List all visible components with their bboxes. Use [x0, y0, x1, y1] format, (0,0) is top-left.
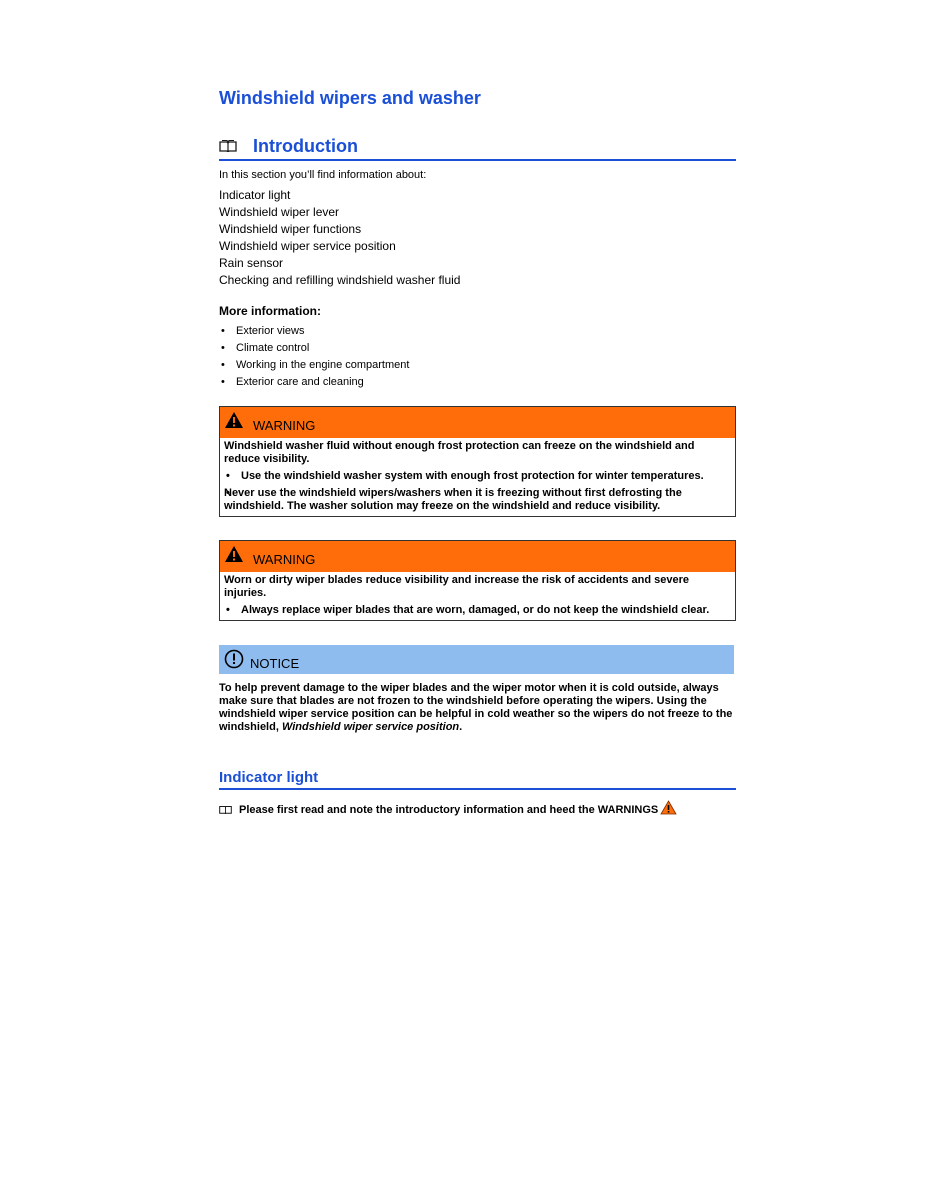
warning-bullet: • Use the windshield washer system with enough frost protection for winter temperatures. [224, 470, 731, 483]
notice-exclamation-icon [224, 649, 244, 669]
more-info-item[interactable]: • Climate control [219, 340, 409, 357]
book-icon [219, 140, 237, 152]
warning-text: Worn or dirty wiper blades reduce visibility and increase the risk of accidents and severe injuries. [224, 574, 690, 599]
topic-item[interactable]: Windshield wiper lever [219, 205, 340, 219]
warning-body [220, 572, 735, 620]
read-note-text: Please first read and note the introductory information and heed the WARNINGS [239, 804, 659, 816]
notice-body [219, 682, 736, 734]
page-title: Windshield wipers and washer [219, 88, 481, 108]
warning-triangle-icon[interactable] [660, 800, 677, 815]
topic-item[interactable]: Rain sensor [219, 256, 284, 270]
topic-item[interactable]: Checking and refilling windshield washer fluid [219, 273, 461, 287]
notice-label: NOTICE [250, 656, 300, 671]
topic-list [219, 187, 460, 289]
warning-triangle-icon [224, 545, 244, 563]
warning-header [220, 541, 735, 572]
section-heading [219, 135, 736, 161]
warning-triangle-icon [224, 411, 244, 429]
intro-text: In this section you’ll find information about: [219, 169, 427, 181]
more-info-list [219, 323, 409, 391]
notice-header [219, 645, 734, 674]
warning-text: Windshield washer fluid without enough frost protection can freeze on the windshield and reduce visibility. [224, 440, 695, 465]
warning-label: WARNING [253, 552, 316, 567]
book-icon [219, 805, 232, 814]
warning-header [220, 407, 735, 438]
more-info-item[interactable]: • Working in the engine compartment [219, 357, 409, 374]
warning-box [219, 406, 736, 517]
read-note [219, 800, 677, 816]
warning-box [219, 540, 736, 621]
notice-link[interactable]: Windshield wiper service position [281, 721, 460, 733]
notice-end: . [459, 721, 463, 733]
notice-text: To help prevent damage to the wiper blades and the wiper motor when it is cold outside, always make sure that blades are not frozen to the windshield before operating the wipers. Using the windshield wiper service position can be helpful in cold weather so the wipers do not freeze to the windshield, [219, 682, 733, 733]
indicator-title: Indicator light [219, 769, 319, 786]
warning-bullet: • Always replace wiper blades that are worn, damaged, or do not keep the windshield clear. [224, 604, 731, 617]
section-title: Introduction [253, 136, 358, 156]
topic-item[interactable]: Windshield wiper functions [219, 222, 362, 236]
indicator-heading [219, 769, 736, 790]
more-info-item[interactable]: • Exterior views [219, 323, 409, 340]
warning-body [220, 438, 735, 516]
more-info-item[interactable]: • Exterior care and cleaning [219, 374, 409, 391]
warning-label: WARNING [253, 418, 316, 433]
warning-bullet: • Never use the windshield wipers/washers when it is freezing without first defrosting the windshield. The washer solution may freeze on the windshield and reduce visibility. [224, 487, 731, 513]
more-info-label: More information: [219, 304, 321, 318]
topic-item[interactable]: Windshield wiper service position [219, 239, 396, 253]
topic-item[interactable]: Indicator light [219, 188, 291, 202]
